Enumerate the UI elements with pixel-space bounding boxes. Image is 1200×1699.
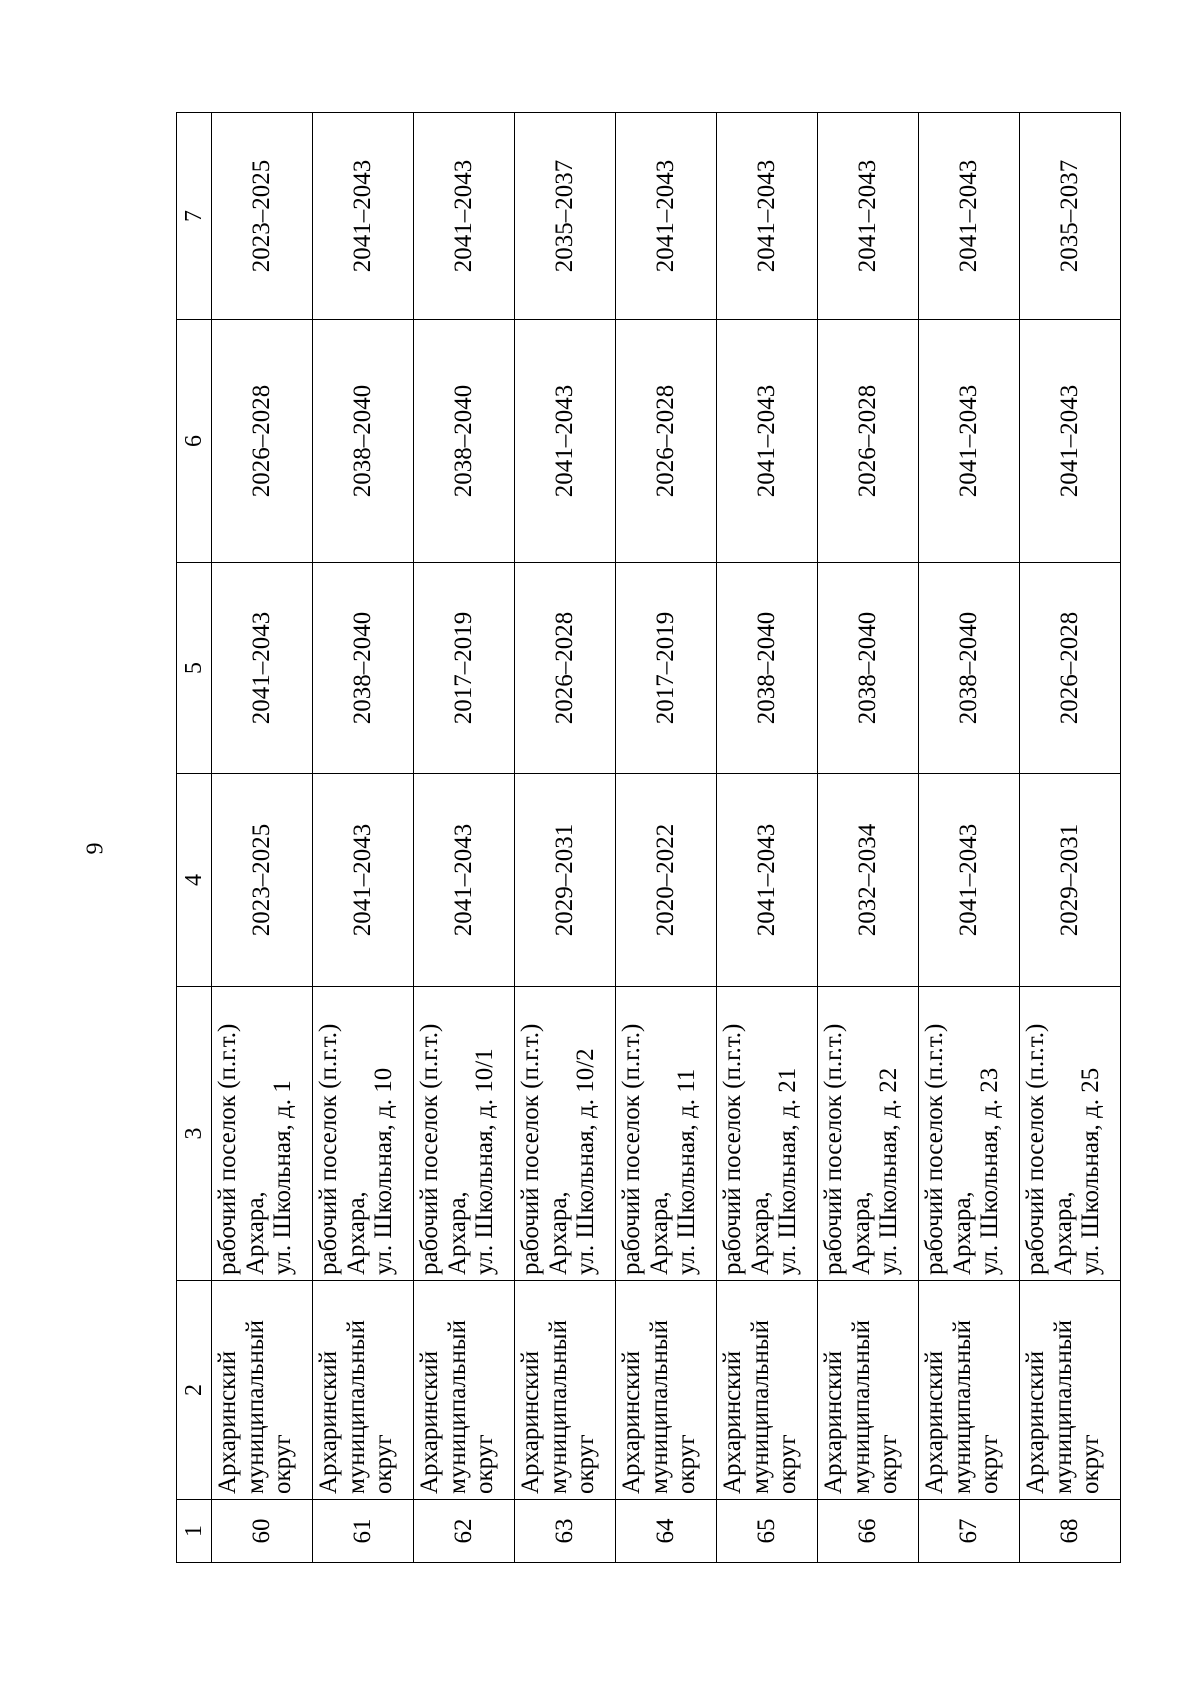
district-line: округ (572, 1434, 599, 1494)
district-line: муниципальный (342, 1320, 370, 1494)
address-line: ул. Школьная, д. 23 (976, 1067, 1003, 1275)
address-line: Архара, (544, 1191, 572, 1275)
period-cell-c4: 2041–2043 (313, 774, 414, 987)
period-cell-c4: 2023–2025 (212, 774, 313, 987)
district-cell (616, 1281, 717, 1500)
address-line: Архара, (342, 1191, 370, 1275)
period-cell-c7: 2035–2037 (1020, 113, 1121, 320)
district-cell (313, 1281, 414, 1500)
page-number: 9 (82, 842, 109, 855)
district-line: округ (673, 1434, 700, 1494)
period-cell-c6: 2041–2043 (717, 320, 818, 563)
schedule-table-container (176, 113, 1121, 1563)
period-cell-c7: 2041–2043 (818, 113, 919, 320)
district-line: округ (471, 1434, 498, 1494)
period-cell-c4: 2029–2031 (515, 774, 616, 987)
district-line: Архаринский (618, 1350, 645, 1494)
district-cell (717, 1281, 818, 1500)
address-cell (515, 987, 616, 1281)
period-cell-c7: 2041–2043 (616, 113, 717, 320)
address-cell (717, 987, 818, 1281)
district-line: округ (774, 1434, 801, 1494)
district-line: муниципальный (1049, 1320, 1077, 1494)
period-cell-c4: 2041–2043 (919, 774, 1020, 987)
table-row (414, 113, 515, 1563)
period-cell-c6: 2041–2043 (1020, 320, 1121, 563)
address-line: Архара, (1049, 1191, 1077, 1275)
address-cell (616, 987, 717, 1281)
period-cell-c5: 2041–2043 (212, 563, 313, 774)
address-cell (414, 987, 515, 1281)
district-line: муниципальный (948, 1320, 976, 1494)
district-line: Архаринский (820, 1350, 847, 1494)
district-line: Архаринский (416, 1350, 443, 1494)
district-line: Архаринский (921, 1350, 948, 1494)
district-cell (1020, 1281, 1121, 1500)
address-line: рабочий поселок (п.г.т.) (719, 1023, 746, 1275)
district-line: округ (370, 1434, 397, 1494)
district-line: округ (976, 1434, 1003, 1494)
address-cell (212, 987, 313, 1281)
address-line: ул. Школьная, д. 1 (269, 1080, 296, 1275)
row-number: 62 (414, 1500, 515, 1563)
address-line: Архара, (443, 1191, 471, 1275)
period-cell-c6: 2038–2040 (313, 320, 414, 563)
period-cell-c5: 2017–2019 (616, 563, 717, 774)
row-number: 63 (515, 1500, 616, 1563)
address-cell (313, 987, 414, 1281)
district-cell (414, 1281, 515, 1500)
address-cell (1020, 987, 1121, 1281)
period-cell-c6: 2038–2040 (414, 320, 515, 563)
period-cell-c5: 2026–2028 (1020, 563, 1121, 774)
period-cell-c5: 2038–2040 (717, 563, 818, 774)
district-line: муниципальный (443, 1320, 471, 1494)
district-line: муниципальный (746, 1320, 774, 1494)
period-cell-c5: 2038–2040 (818, 563, 919, 774)
column-header-5: 5 (177, 563, 212, 774)
period-cell-c7: 2041–2043 (313, 113, 414, 320)
address-line: Архара, (241, 1191, 269, 1275)
table-body (212, 113, 1121, 1563)
district-line: муниципальный (544, 1320, 572, 1494)
address-line: рабочий поселок (п.г.т.) (517, 1023, 544, 1275)
address-line: рабочий поселок (п.г.т.) (214, 1023, 241, 1275)
row-number: 65 (717, 1500, 818, 1563)
district-cell (818, 1281, 919, 1500)
address-line: рабочий поселок (п.г.т.) (820, 1023, 847, 1275)
period-cell-c5: 2038–2040 (919, 563, 1020, 774)
address-line: рабочий поселок (п.г.т.) (921, 1023, 948, 1275)
period-cell-c6: 2041–2043 (515, 320, 616, 563)
period-cell-c7: 2035–2037 (515, 113, 616, 320)
address-line: ул. Школьная, д. 10/1 (471, 1048, 498, 1275)
period-cell-c4: 2029–2031 (1020, 774, 1121, 987)
period-cell-c6: 2026–2028 (616, 320, 717, 563)
period-cell-c7: 2041–2043 (717, 113, 818, 320)
row-number: 67 (919, 1500, 1020, 1563)
column-header-3: 3 (177, 987, 212, 1281)
district-cell (515, 1281, 616, 1500)
district-line: Архаринский (214, 1350, 241, 1494)
period-cell-c7: 2041–2043 (414, 113, 515, 320)
row-number: 61 (313, 1500, 414, 1563)
district-line: Архаринский (517, 1350, 544, 1494)
district-line: округ (1077, 1434, 1104, 1494)
district-line: округ (269, 1434, 296, 1494)
table-row (212, 113, 313, 1563)
row-number: 68 (1020, 1500, 1121, 1563)
period-cell-c7: 2041–2043 (919, 113, 1020, 320)
table-row (717, 113, 818, 1563)
row-number: 64 (616, 1500, 717, 1563)
address-line: Архара, (746, 1191, 774, 1275)
row-number: 66 (818, 1500, 919, 1563)
district-line: Архаринский (315, 1350, 342, 1494)
period-cell-c4: 2041–2043 (414, 774, 515, 987)
table-header (177, 113, 212, 1563)
district-line: Архаринский (1022, 1350, 1049, 1494)
district-line: Архаринский (719, 1350, 746, 1494)
table-row (313, 113, 414, 1563)
period-cell-c5: 2038–2040 (313, 563, 414, 774)
address-line: Архара, (847, 1191, 875, 1275)
table-row (616, 113, 717, 1563)
district-cell (919, 1281, 1020, 1500)
district-line: муниципальный (645, 1320, 673, 1494)
address-line: рабочий поселок (п.г.т.) (618, 1023, 645, 1275)
address-cell (818, 987, 919, 1281)
address-line: Архара, (948, 1191, 976, 1275)
period-cell-c6: 2026–2028 (212, 320, 313, 563)
address-line: Архара, (645, 1191, 673, 1275)
column-header-4: 4 (177, 774, 212, 987)
address-line: ул. Школьная, д. 10/2 (572, 1048, 599, 1275)
column-header-1: 1 (177, 1500, 212, 1563)
address-line: ул. Школьная, д. 22 (875, 1067, 902, 1275)
row-number: 60 (212, 1500, 313, 1563)
table-row (1020, 113, 1121, 1563)
column-header-7: 7 (177, 113, 212, 320)
address-line: рабочий поселок (п.г.т.) (416, 1023, 443, 1275)
schedule-table (176, 112, 1121, 1563)
header-row (177, 113, 212, 1563)
period-cell-c5: 2026–2028 (515, 563, 616, 774)
table-row (818, 113, 919, 1563)
district-line: муниципальный (847, 1320, 875, 1494)
address-line: ул. Школьная, д. 10 (370, 1067, 397, 1275)
schedule-table-rotated (176, 113, 1121, 1563)
table-row (919, 113, 1020, 1563)
address-line: ул. Школьная, д. 11 (673, 1068, 700, 1275)
period-cell-c7: 2023–2025 (212, 113, 313, 320)
address-line: рабочий поселок (п.г.т.) (1022, 1023, 1049, 1275)
address-cell (919, 987, 1020, 1281)
period-cell-c4: 2032–2034 (818, 774, 919, 987)
district-cell (212, 1281, 313, 1500)
address-line: рабочий поселок (п.г.т.) (315, 1023, 342, 1275)
district-line: округ (875, 1434, 902, 1494)
period-cell-c4: 2041–2043 (717, 774, 818, 987)
address-line: ул. Школьная, д. 21 (774, 1067, 801, 1275)
district-line: муниципальный (241, 1320, 269, 1494)
period-cell-c5: 2017–2019 (414, 563, 515, 774)
address-line: ул. Школьная, д. 25 (1077, 1067, 1104, 1275)
period-cell-c6: 2041–2043 (919, 320, 1020, 563)
column-header-6: 6 (177, 320, 212, 563)
table-row (515, 113, 616, 1563)
period-cell-c6: 2026–2028 (818, 320, 919, 563)
period-cell-c4: 2020–2022 (616, 774, 717, 987)
column-header-2: 2 (177, 1281, 212, 1500)
